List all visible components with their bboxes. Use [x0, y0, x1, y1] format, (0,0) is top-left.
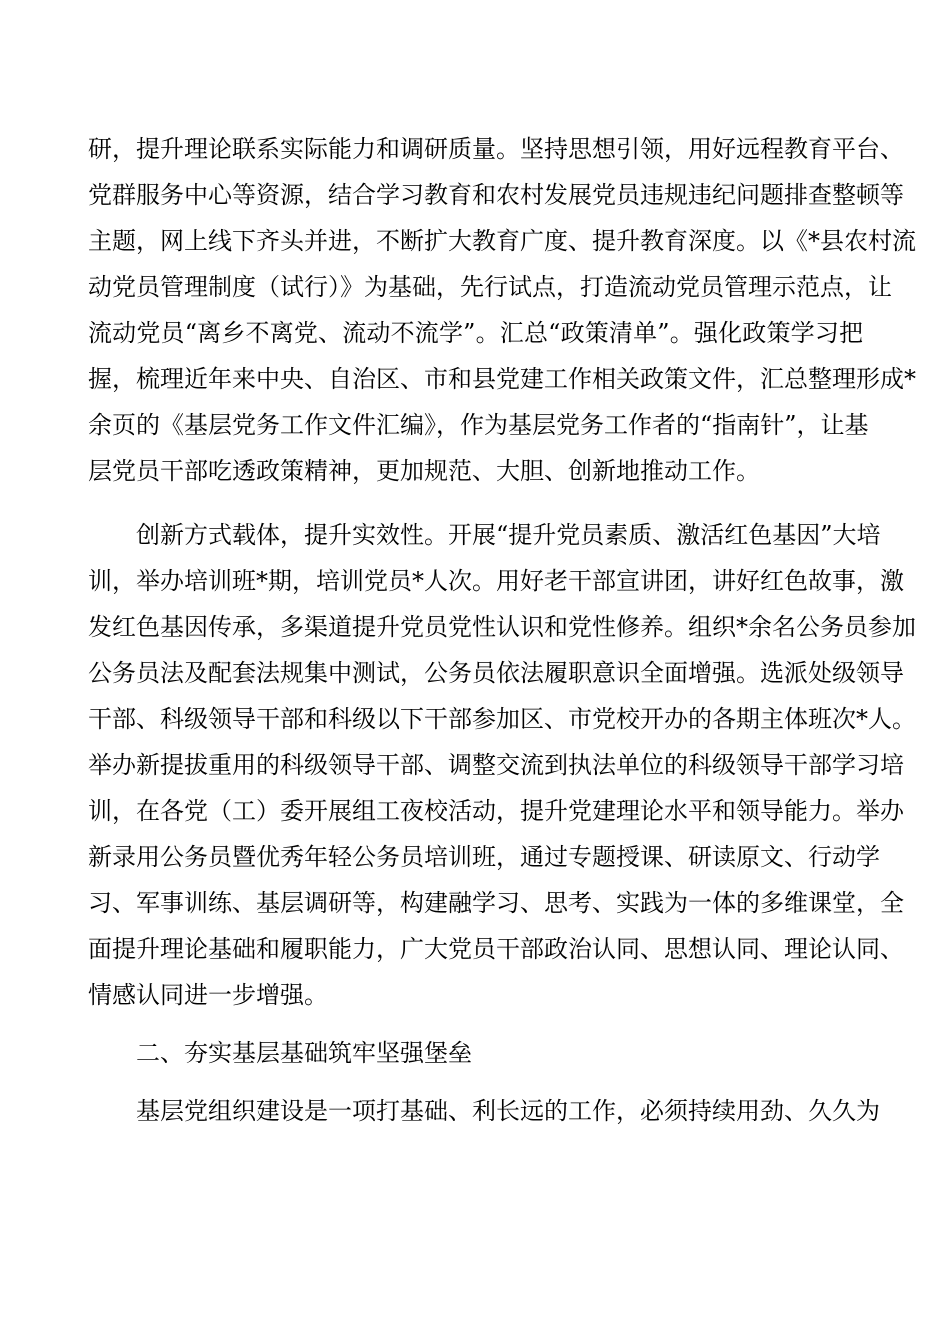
text-line: 流动党员“离乡不离党、流动不流学”。汇总“政策清单”。强化政策学习把 [88, 319, 863, 347]
text-line: 习、军事训练、基层调研等，构建融学习、思考、实践为一体的多维课堂，全 [88, 889, 904, 917]
paragraph-spacer [88, 1018, 863, 1030]
text-line: 训，在各党（工）委开展组工夜校活动，提升党建理论水平和领导能力。举办 [88, 797, 904, 825]
text-line: 主题，网上线下齐头并进，不断扩大教育广度、提升教育深度。以《*县农村流 [88, 227, 916, 255]
text-line: 层党员干部吃透政策精神，更加规范、大胆、创新地推动工作。 [88, 457, 760, 485]
text-line: 握，梳理近年来中央、自治区、市和县党建工作相关政策文件，汇总整理形成* [88, 365, 916, 393]
document-page [88, 126, 916, 1134]
paragraph-1 [88, 126, 916, 494]
paragraph-3 [88, 1088, 880, 1134]
paragraph-spacer [88, 494, 863, 512]
text-line: 基层党组织建设是一项打基础、利长远的工作，必须持续用劲、久久为 [88, 1097, 880, 1125]
text-line: 发红色基因传承，多渠道提升党员党性认识和党性修养。组织*余名公务员参加 [88, 613, 916, 641]
text-line: 动党员管理制度（试行）》为基础，先行试点，打造流动党员管理示范点，让 [88, 273, 892, 301]
text-line: 创新方式载体，提升实效性。开展“提升党员素质、激活红色基因”大培 [88, 521, 881, 549]
text-line: 公务员法及配套法规集中测试，公务员依法履职意识全面增强。选派处级领导 [88, 659, 904, 687]
text-line: 新录用公务员暨优秀年轻公务员培训班，通过专题授课、研读原文、行动学 [88, 843, 880, 871]
section-heading-text: 二、夯实基层基础筑牢坚强堡垒 [88, 1039, 472, 1067]
text-line: 余页的《基层党务工作文件汇编》，作为基层党务工作者的“指南针”，让基 [88, 411, 869, 439]
text-line: 举办新提拔重用的科级领导干部、调整交流到执法单位的科级领导干部学习培 [88, 751, 904, 779]
paragraph-spacer [88, 1076, 863, 1088]
paragraph-2 [88, 512, 916, 1018]
text-line: 干部、科级领导干部和科级以下干部参加区、市党校开办的各期主体班次*人。 [88, 705, 916, 733]
text-line: 研，提升理论联系实际能力和调研质量。坚持思想引领，用好远程教育平台、 [88, 135, 904, 163]
text-line: 训，举办培训班*期，培训党员*人次。用好老干部宣讲团，讲好红色故事，激 [88, 567, 904, 595]
text-line: 党群服务中心等资源，结合学习教育和农村发展党员违规违纪问题排查整顿等 [88, 181, 904, 209]
text-line: 情感认同进一步增强。 [88, 981, 328, 1009]
section-heading [88, 1030, 863, 1076]
text-line: 面提升理论基础和履职能力，广大党员干部政治认同、思想认同、理论认同、 [88, 935, 904, 963]
